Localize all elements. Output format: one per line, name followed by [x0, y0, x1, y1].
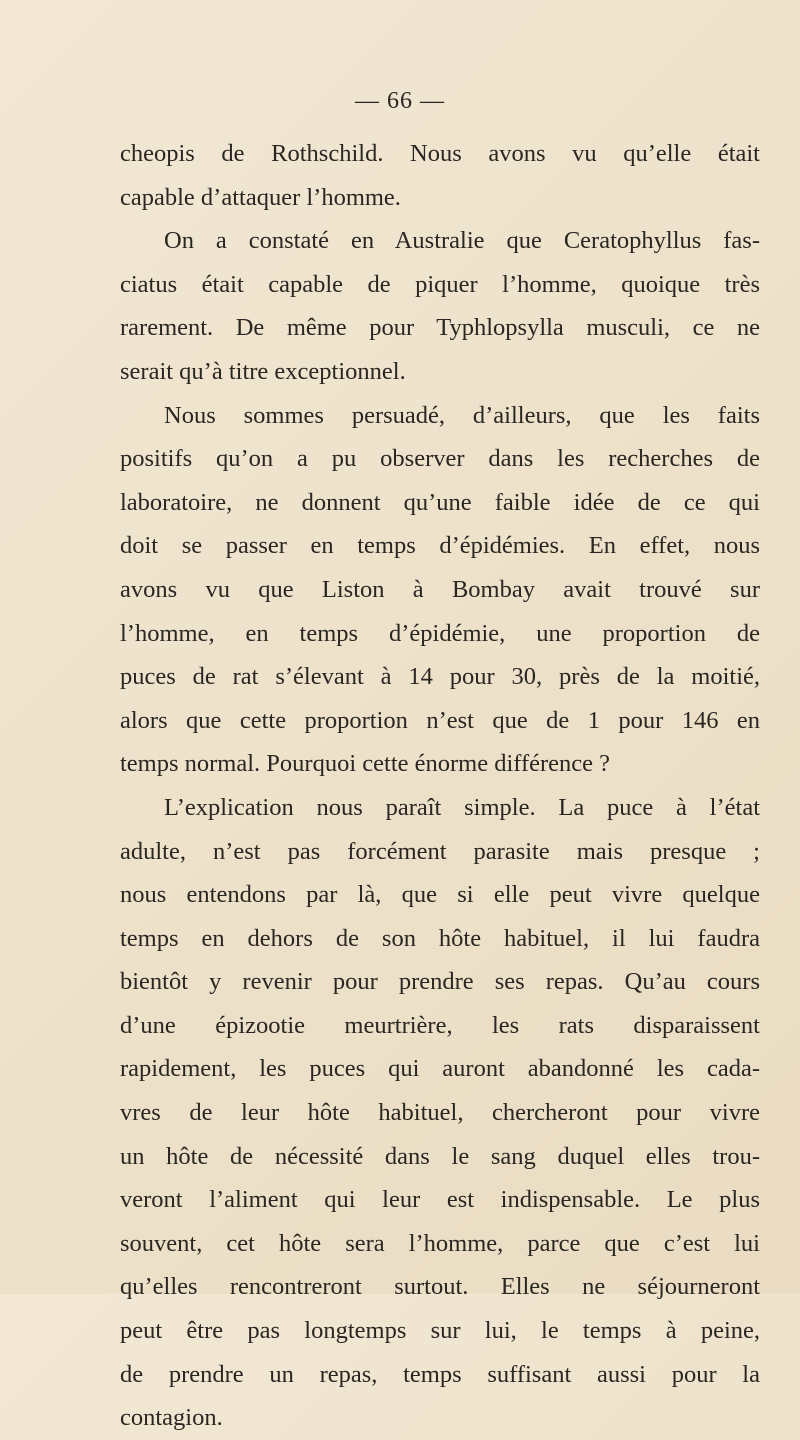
text-line: rarement. De même pour Typhlopsylla musculi, ce ne — [120, 314, 760, 342]
text-line: puces de rat s’élevant à 14 pour 30, près de la moitié, — [120, 663, 760, 691]
text-line: temps normal. Pourquoi cette énorme différence ? — [120, 750, 611, 778]
text-line: Nous sommes persuadé, d’ailleurs, que les faits — [164, 401, 760, 429]
text-line: nous entendons par là, que si elle peut vivre quelque — [120, 881, 760, 909]
text-line: cheopis de Rothschild. Nous avons vu qu’elle était — [120, 140, 760, 167]
text-line: positifs qu’on a pu observer dans les recherches de — [120, 445, 760, 473]
body-text — [120, 132, 760, 1440]
text-line: de prendre un repas, temps suffisant aussi pour la — [120, 1360, 760, 1388]
page-number: — 66 — — [355, 88, 445, 114]
text-line: d’une épizootie meurtrière, les rats disparaissent — [120, 1011, 760, 1039]
text-line: ciatus était capable de piquer l’homme, quoique très — [120, 270, 760, 298]
text-line: On a constaté en Australie que Ceratophyllus fas- — [164, 227, 760, 255]
text-line: qu’elles rencontreront surtout. Elles ne séjourneront — [120, 1273, 760, 1301]
text-line: veront l’aliment qui leur est indispensable. Le plus — [120, 1186, 760, 1214]
text-line: serait qu’à titre exceptionnel. — [120, 357, 406, 385]
text-line: l’homme, en temps d’épidémie, une proportion de — [120, 619, 760, 647]
text-line: contagion. — [120, 1404, 223, 1432]
text-line: L’explication nous paraît simple. La puce à l’état — [164, 793, 760, 821]
text-line: alors que cette proportion n’est que de 1 pour 146 en — [120, 706, 760, 734]
text-line: adulte, n’est pas forcément parasite mais presque ; — [120, 837, 760, 865]
text-line: capable d’attaquer l’homme. — [120, 183, 401, 211]
text-line: bientôt y revenir pour prendre ses repas. Qu’au cours — [120, 968, 760, 996]
text-line: souvent, cet hôte sera l’homme, parce que c’est lui — [120, 1229, 760, 1257]
text-line: avons vu que Liston à Bombay avait trouvé sur — [120, 575, 760, 603]
text-line: peut être pas longtemps sur lui, le temps à peine, — [120, 1317, 760, 1345]
text-line: doit se passer en temps d’épidémies. En effet, nous — [120, 532, 760, 560]
text-line: un hôte de nécessité dans le sang duquel elles trou- — [120, 1142, 760, 1170]
text-line: rapidement, les puces qui auront abandonné les cada- — [120, 1055, 760, 1083]
text-line: vres de leur hôte habituel, chercheront pour vivre — [120, 1099, 760, 1127]
text-line: laboratoire, ne donnent qu’une faible idée de ce qui — [120, 488, 760, 516]
text-line: temps en dehors de son hôte habituel, il lui faudra — [120, 924, 760, 952]
